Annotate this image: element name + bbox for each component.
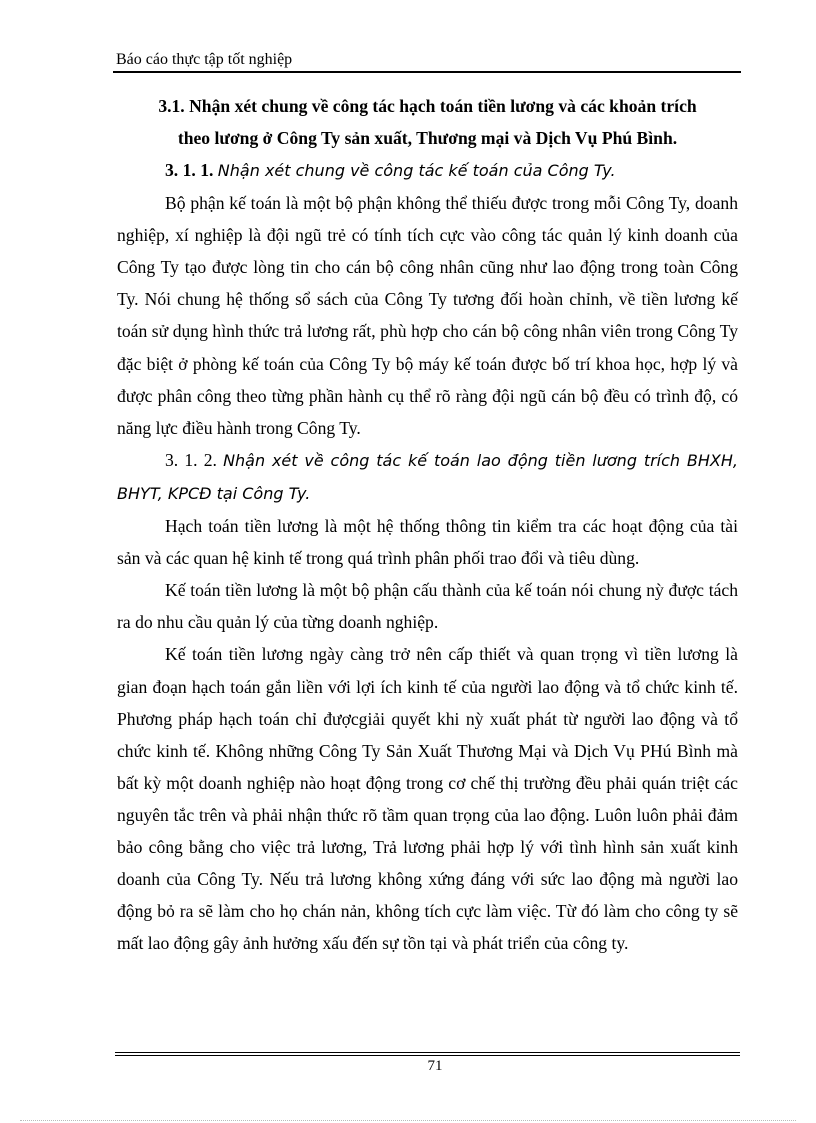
subsection-title: Nhận xét chung về công tác kế toán của Công Ty.: [217, 161, 616, 180]
paragraph: Hạch toán tiền lương là một hệ thống thông tin kiểm tra các hoạt động của tài sản và các quan hệ kinh tế trong quá trình phân phối trao đổi và tiêu dùng.: [117, 516, 738, 569]
running-header: Báo cáo thực tập tốt nghiệp: [116, 51, 293, 68]
footer-rule: [115, 1052, 740, 1053]
section-title-line-1: 3.1. Nhận xét chung về công tác hạch toán tiền lương và các khoản trích: [158, 96, 697, 116]
subsection-number: 3. 1. 1.: [165, 160, 214, 180]
subsection-number: 3. 1. 2.: [165, 449, 217, 470]
page-body: [117, 90, 738, 959]
subsection-heading: 3. 1. 2. Nhận xét về công tác kế toán lao động tiền lương trích BHXH, BHYT, KPCĐ tại Công Ty.: [117, 449, 738, 503]
subsection-heading: [117, 154, 738, 187]
header-rule: [113, 71, 741, 73]
paragraph: Bộ phận kế toán là một bộ phận không thể thiếu được trong mỗi Công Ty, doanh nghiệp, xí nghiệp là đội ngũ trẻ có tính tích cực vào công tác quản lý kinh doanh của Công Ty tạo được lòng tin cho cán bộ công nhân cũng như lao động trong toàn Công Ty. Nói chung hệ thống sổ sách của Công Ty tương đối hoàn chỉnh, về tiền lương kế toán sử dụng hình thức trả lương rất, phù hợp cho cán bộ công nhân viên trong Công Ty đặc biệt ở phòng kế toán của Công Ty bộ máy kế toán được bố trí khoa học, hợp lý và được phân công theo từng phần hành cụ thể rõ ràng đội ngũ cán bộ đều có trình độ, có năng lực điều hành trong Công Ty.: [117, 193, 738, 438]
paragraph: Kế toán tiền lương là một bộ phận cấu thành của kế toán nói chung nỳ được tách ra do nhu cầu quản lý của từng doanh nghiệp.: [117, 580, 738, 633]
section-title: [117, 90, 738, 154]
section-title-line-2: theo lương ở Công Ty sản xuất, Thương mại và Dịch Vụ Phú Bình.: [177, 128, 678, 148]
paragraph: Kế toán tiền lương ngày càng trở nên cấp thiết và quan trọng vì tiền lương là gian đoạn hạch toán gắn liền với lợi ích kinh tế của người lao động và tổ chức kinh tế. Phương pháp hạch toán chỉ đượcgiải quyết khi nỳ xuất phát từ người lao động và tổ chức kinh tế. Không những Công Ty Sản Xuất Thương Mại và Dịch Vụ PHú Bình mà bất kỳ một doanh nghiệp nào hoạt động trong cơ chế thị trường đều phải quán triệt các nguyên tắc trên và phải nhận thức rõ tầm quan trọng của lao động. Luôn luôn phải đảm bảo công bằng cho việc trả lương, Trả lương phải hợp lý với tình hình sản xuất kinh doanh của Công Ty. Nếu trả lương không xứng đáng với sức lao động mà người lao động bỏ ra sẽ làm cho họ chán nản, không tích cực làm việc. Từ đó làm cho công ty sẽ mất lao động gây ảnh hưởng xấu đến sự tồn tại và phát triển của công ty.: [117, 644, 738, 954]
page-edge-divider: [20, 1120, 796, 1121]
subsection-title: Nhận xét về công tác kế toán lao động tiền lương trích BHXH, BHYT, KPCĐ tại Công Ty: [117, 450, 738, 503]
page-number: 71: [427, 1058, 443, 1074]
